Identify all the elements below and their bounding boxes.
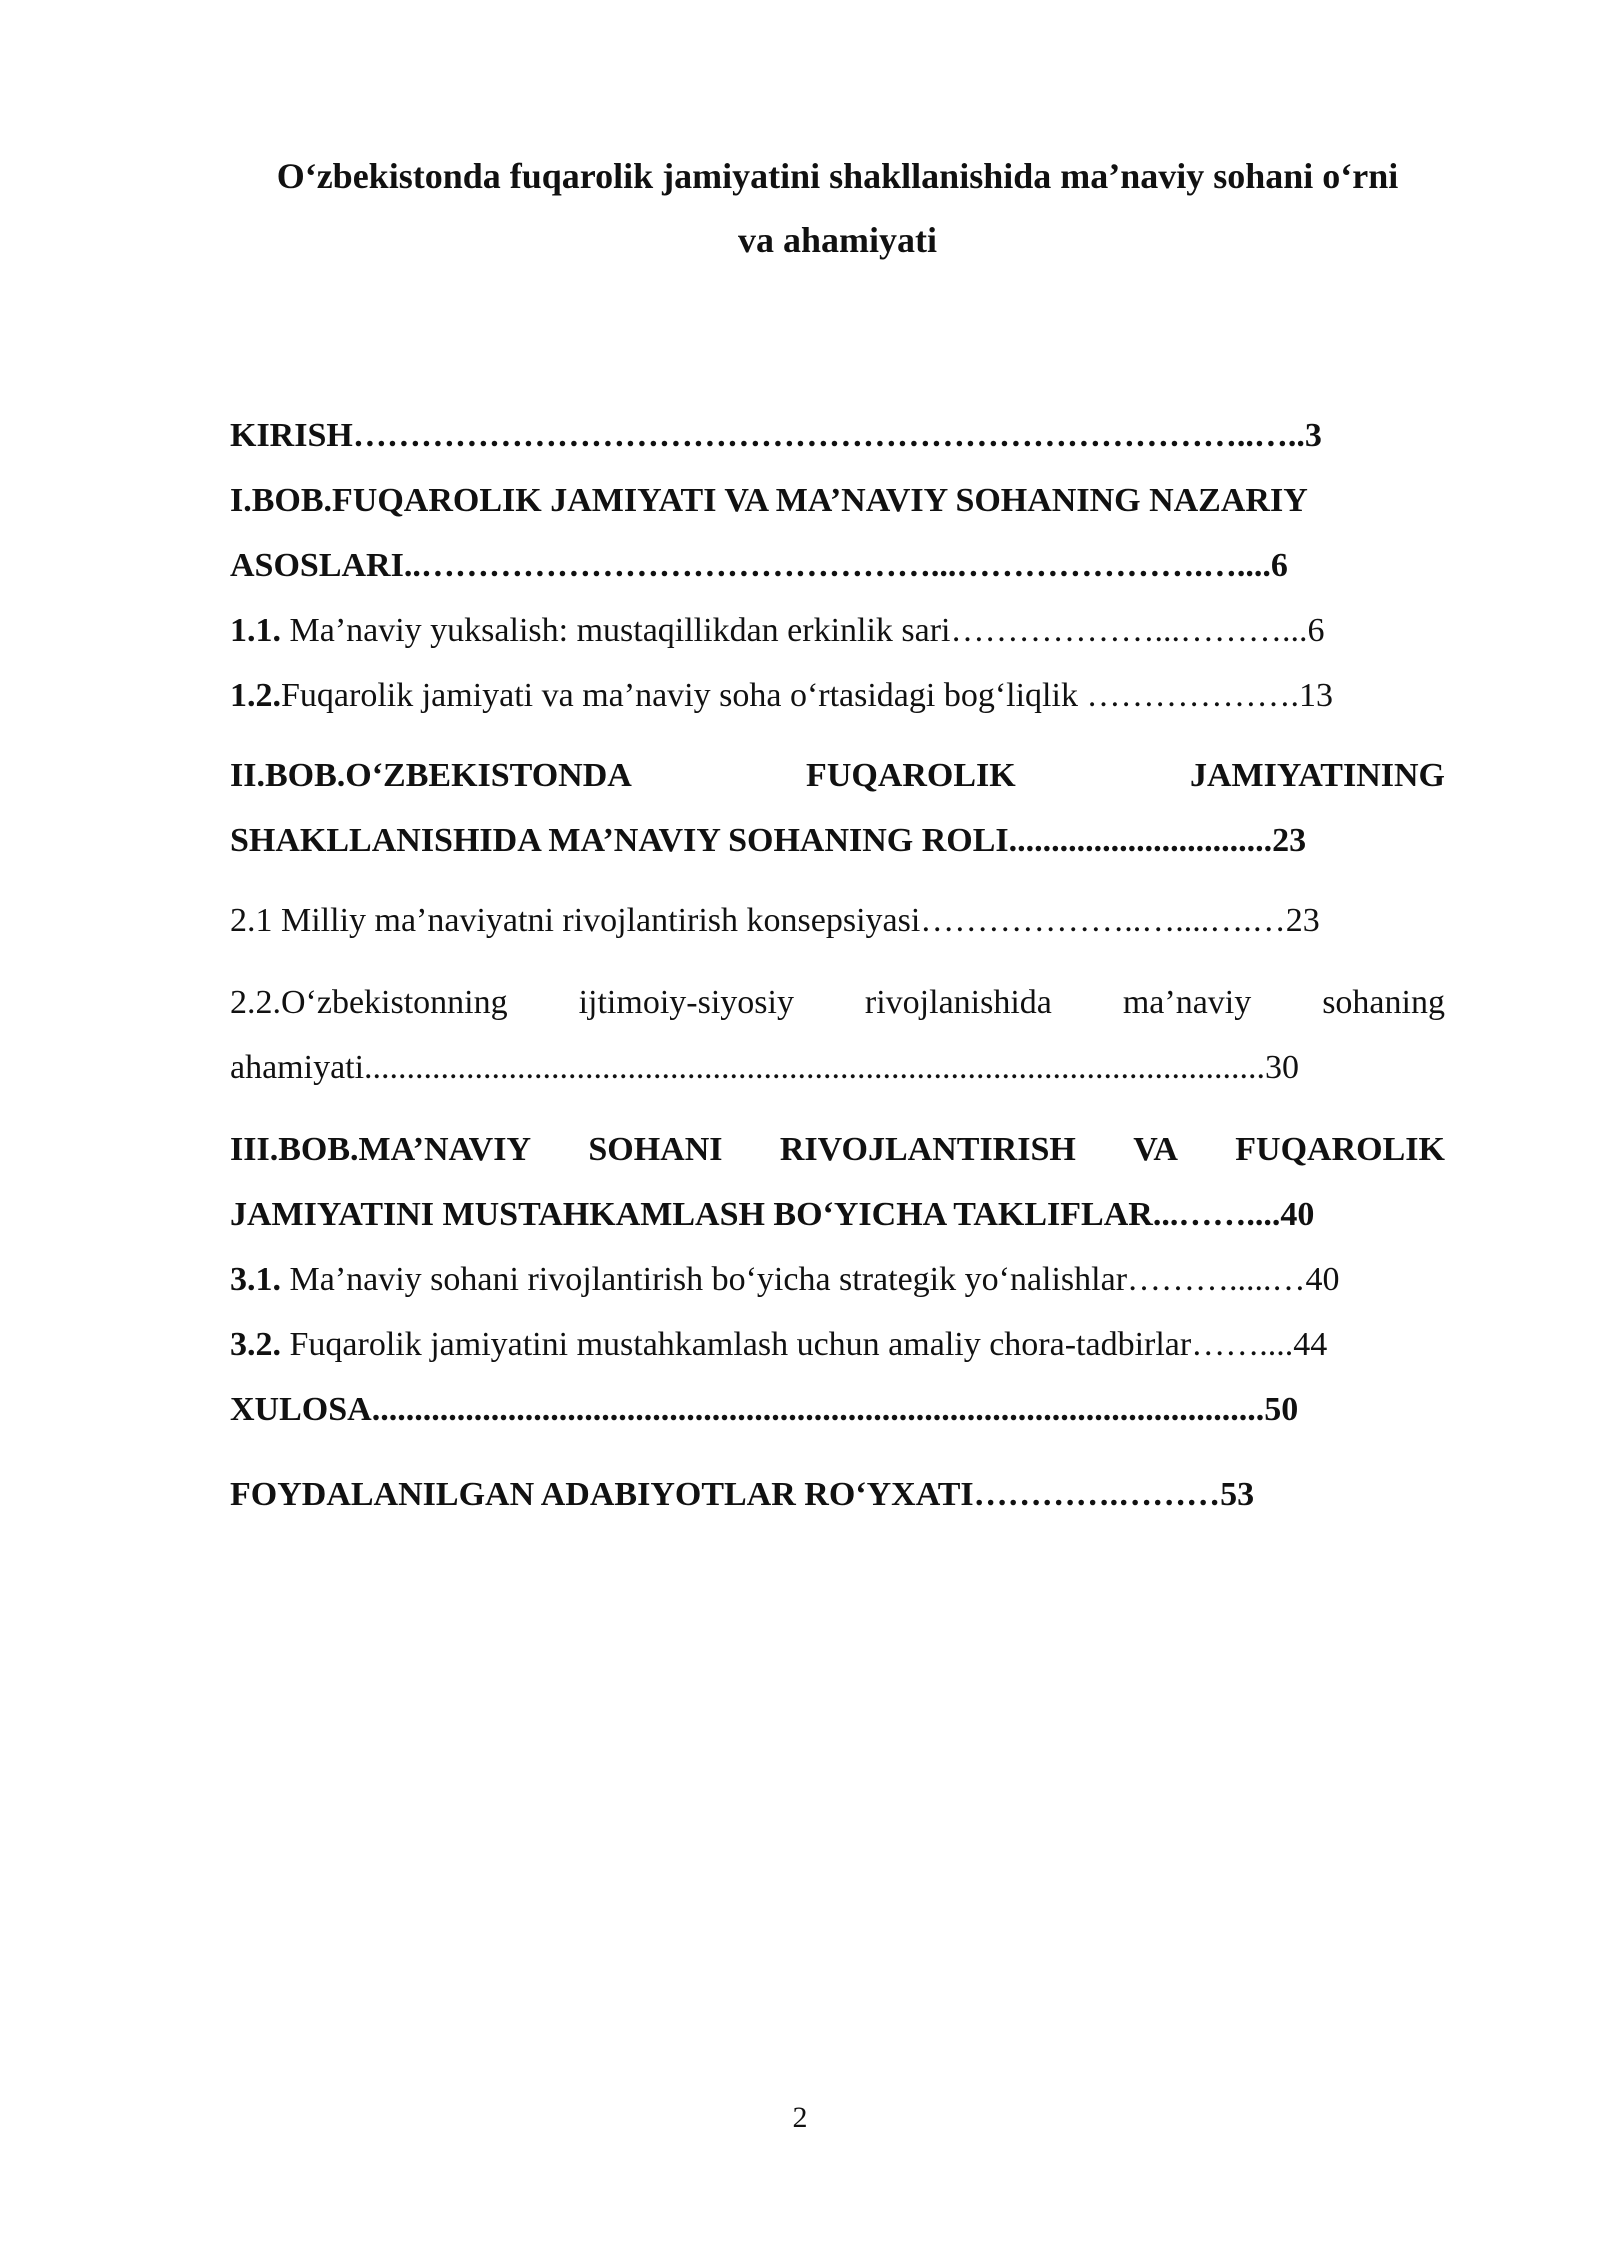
toc-entry-section-2-2-line-2: ahamiyati..........................................................................................................30	[230, 1049, 1300, 1086]
table-of-contents	[230, 0, 1445, 2262]
heading-word: FUQAROLIK	[1235, 1131, 1445, 1168]
heading-word: sohaning	[1322, 984, 1445, 1021]
toc-entry-chapter-1-line-1: I.BOB.FUQAROLIK JAMIYATI VA MA’NAVIY SOHANING NAZARIY	[230, 482, 1308, 519]
page-number: 2	[792, 2101, 808, 2134]
heading-word: 2.2.O‘zbekistonning	[230, 984, 508, 1021]
document-title-line-1: O‘zbekistonda fuqarolik jamiyatini shakllanishida ma’naviy sohani o‘rni	[276, 156, 1399, 196]
section-title: Fuqarolik jamiyatini mustahkamlash uchun amaliy chora-tadbirlar……....44	[281, 1326, 1328, 1363]
toc-entry-chapter-3-line-2: JAMIYATINI MUSTAHKAMLASH BO‘YICHA TAKLIFLAR...……....40	[230, 1196, 1315, 1233]
section-number: 3.1.	[230, 1261, 281, 1298]
toc-entry-section-1-2	[230, 676, 1445, 716]
section-title: Fuqarolik jamiyati va ma’naviy soha o‘rtasidagi bog‘liqlik ……………….13	[281, 677, 1333, 714]
toc-entry-section-3-1	[230, 1260, 1445, 1300]
section-title: Ma’naviy sohani rivojlantirish bo‘yicha strategik yo‘nalishlar……….....…40	[281, 1261, 1340, 1298]
toc-entry-chapter-1-line-2: ASOSLARI..………………………………………...………………….…....6	[230, 547, 1288, 584]
toc-entry-chapter-2-line-2: SHAKLLANISHIDA MA’NAVIY SOHANING ROLI...............................23	[230, 822, 1307, 859]
heading-word: RIVOJLANTIRISH	[779, 1131, 1076, 1168]
heading-word: VA	[1133, 1131, 1178, 1168]
toc-entry-section-3-2	[230, 1325, 1445, 1365]
toc-entry-xulosa: XULOSA.........................................................................................................50	[230, 1391, 1299, 1428]
toc-entry-section-1-1	[230, 611, 1445, 651]
heading-word: FUQAROLIK	[806, 757, 1016, 794]
section-number: 3.2.	[230, 1326, 281, 1363]
heading-word: SOHANI	[588, 1131, 723, 1168]
section-number: 1.1.	[230, 612, 281, 649]
heading-word: ijtimoiy-siyosiy	[578, 984, 794, 1021]
heading-word: ma’naviy	[1122, 984, 1252, 1021]
toc-entry-section-2-2-line-1	[230, 983, 1445, 1023]
toc-entry-chapter-2-line-1	[230, 756, 1445, 796]
section-title: Ma’naviy yuksalish: mustaqillikdan erkinlik sari………………...………...6	[281, 612, 1325, 649]
heading-word: III.BOB.MA’NAVIY	[230, 1131, 532, 1168]
heading-word: rivojlanishida	[864, 984, 1052, 1021]
toc-entry-section-2-1: 2.1 Milliy ma’naviyatni rivojlantirish konsepsiyasi………………..…....….…23	[230, 902, 1320, 939]
toc-entry-kirish: KIRISH……………………………………………………………………..…..3	[230, 417, 1322, 454]
toc-entry-chapter-3-line-1	[230, 1130, 1445, 1170]
toc-entry-references: FOYDALANILGAN ADABIYOTLAR RO‘YXATI………….………53	[230, 1476, 1255, 1513]
document-title-line-2: va ahamiyati	[737, 220, 937, 260]
section-number: 1.2.	[230, 677, 281, 714]
heading-word: II.BOB.O‘ZBEKISTONDA	[230, 757, 632, 794]
heading-word: JAMIYATINING	[1189, 757, 1445, 794]
